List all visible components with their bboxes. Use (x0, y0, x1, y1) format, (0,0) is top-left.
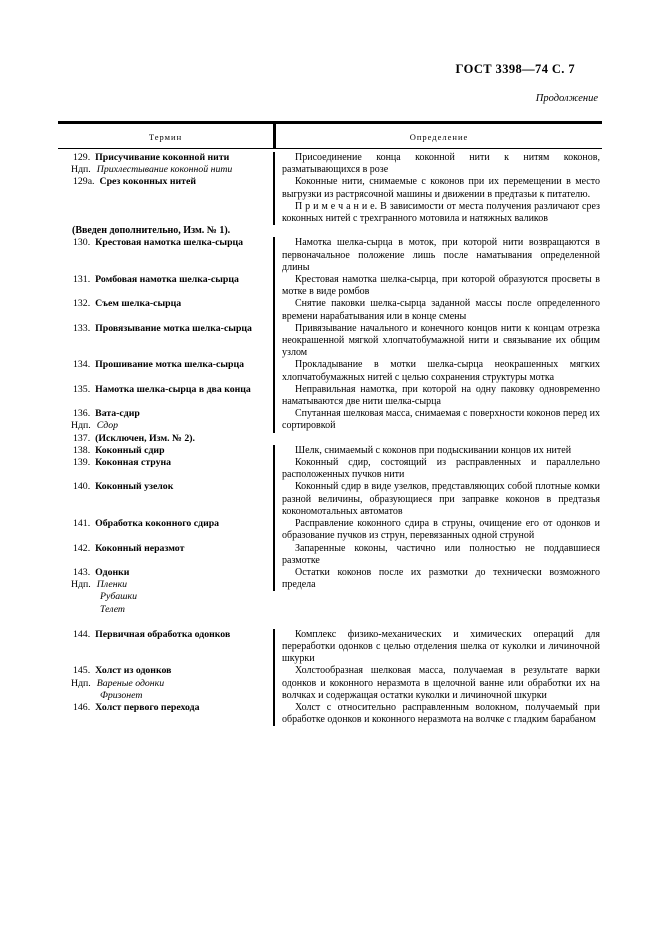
ndp-label: Ндп. (71, 164, 91, 176)
definition-cell (273, 237, 602, 274)
table-row (58, 457, 602, 481)
term-name: Прошивание мотка шелка-сырца (95, 359, 245, 371)
continuation-label: Продолжение (535, 93, 598, 104)
ndp-label: Ндп. (71, 579, 91, 591)
term-cell (58, 567, 273, 616)
definition-cell (273, 457, 602, 481)
term-number: 135. (73, 383, 91, 395)
ndp-line (58, 164, 269, 176)
term-name: Одонки (95, 566, 130, 578)
term-line (58, 408, 269, 420)
term-line (58, 457, 269, 469)
term-cell (58, 518, 273, 530)
table-row (58, 237, 602, 274)
term-name: Срез коконных нитей (99, 176, 196, 188)
definition-paragraph: Спутанная шелковая масса, снимаемая с поверхности коконов перед их сортировкой (282, 408, 600, 432)
term-cell (58, 543, 273, 555)
table-row (58, 518, 602, 542)
definition-cell (273, 323, 602, 360)
table-row (58, 481, 602, 518)
definition-paragraph: Запаренные коконы, частично или полностью не поддавшиеся размотке (282, 542, 600, 566)
term-line (58, 274, 269, 286)
definition-paragraph: Комплекс физико-механических и химических операций для переработки одонков с целью отделения шелка от куколки и личиночной шкурки (282, 628, 600, 665)
term-number: 145. (73, 665, 91, 677)
definition-paragraph: Привязывание начального и конечного концов нити к концам отрезка неокрашенной мягкой хлопчатобумажной нити и связывание их общим узлом (282, 322, 600, 359)
term-line (58, 567, 269, 579)
term-cell (58, 629, 273, 641)
definition-paragraph: Шелк, снимаемый с коконов при подыскивании концов их нитей (295, 444, 572, 456)
ndp-line (58, 579, 269, 591)
definition-paragraph: Неправильная намотка, при которой на одну паковку одновременно наматываются две нити шелка-сырца (282, 383, 600, 408)
table-row (58, 567, 602, 616)
ndp-term: Пленки (96, 579, 128, 591)
term-number: 138. (73, 444, 91, 456)
table-row (58, 433, 602, 445)
term-cell (58, 445, 273, 457)
term-number: 133. (73, 322, 91, 334)
table-row (58, 152, 602, 176)
term-number: 141. (73, 518, 91, 530)
ndp-term: Прихлестывание коконной нити (96, 164, 233, 176)
term-number: 136. (73, 408, 91, 420)
term-line (58, 237, 269, 249)
term-number: 140. (73, 481, 91, 493)
ndp-term: Сдор (96, 420, 119, 432)
column-header-term: Термин (148, 132, 183, 142)
ndp-line (58, 678, 269, 690)
term-name: Провязывание мотка шелка-сырца (95, 322, 252, 334)
definition-cell (273, 298, 602, 322)
term-line (58, 323, 269, 335)
term-line (58, 359, 269, 371)
terms-table (58, 121, 602, 726)
term-cell (58, 176, 273, 188)
table-row (58, 408, 602, 432)
term-cell (58, 665, 273, 702)
term-name: Съем шелка-сырца (95, 298, 182, 310)
term-line (58, 298, 269, 310)
term-name: Вата-сдир (95, 408, 140, 420)
table-row (58, 359, 602, 383)
column-header-definition: Определение (273, 124, 602, 148)
definition-paragraph: Холст с относительно расправленным волокном, получаемый при обработке одонков и коконного неразмота на волчке с гладким барабаном (282, 701, 600, 726)
term-name: Холст из одонков (95, 665, 172, 677)
term-name: Крестовая намотка шелка-сырца (95, 237, 244, 249)
definition-cell (273, 445, 602, 457)
definition-paragraph: Намотка шелка-сырца в моток, при которой нити возвращаются в первоначальное положение лишь после наматывания определенной длины (282, 237, 600, 273)
term-name: Намотка шелка-сырца в два конца (95, 383, 251, 395)
ndp-label: Ндп. (71, 420, 91, 432)
definition-paragraph: Остатки коконов после их размотки до технически возможного предела (282, 566, 600, 591)
term-number: 146. (73, 701, 91, 713)
definition-cell (273, 665, 602, 702)
term-line (58, 481, 269, 493)
term-cell (58, 481, 273, 493)
term-cell (58, 359, 273, 371)
table-row (58, 176, 602, 225)
term-line (58, 629, 269, 641)
term-line (58, 445, 269, 457)
definition-cell (273, 518, 602, 542)
ndp-term: Фризонет (100, 689, 143, 701)
definition-paragraph: Холстообразная шелковая масса, получаемая в результате варки одонков и коконного неразмота в щелочной ванне или обработки их на волчках и содержащая остатки куколки и личиночной шкурки (282, 665, 600, 701)
term-name: Первичная обработка одонков (95, 628, 231, 640)
definition-cell (273, 384, 602, 408)
table-row (58, 629, 602, 666)
term-cell (58, 237, 273, 249)
term-name: Коконный сдир (95, 444, 165, 456)
term-line (58, 518, 269, 530)
ndp-label: Ндп. (71, 677, 91, 689)
term-cell (58, 702, 273, 714)
term-name: (Исключен, Изм. № 2). (95, 432, 195, 444)
definition-cell (273, 176, 602, 225)
definition-paragraph: Коконный сдир в виде узелков, представляющих собой плотные комки разной величины, образующиеся при заправке коконов в предтазья кокономотальных автоматов (282, 481, 600, 517)
term-cell (58, 457, 273, 469)
term-line (58, 665, 269, 677)
definition-cell (273, 408, 602, 432)
definition-cell (273, 543, 602, 567)
ndp-term: Телет (100, 603, 126, 615)
term-cell (58, 408, 273, 432)
page-header-ref: ГОСТ 3398—74 С. 7 (455, 62, 575, 76)
definition-cell (273, 567, 602, 591)
term-cell (58, 274, 273, 286)
definition-paragraph: Крестовая намотка шелка-сырца, при которой образуются просветы в мотке в виде ромбов (282, 274, 600, 298)
definition-cell (273, 274, 602, 298)
definition-paragraph: Коконные нити, снимаемые с коконов при их перемещении в место выгрузки из растрясочной машины и движении в предтазьи к питателю. (282, 176, 600, 200)
table-row (58, 298, 602, 322)
term-number: 132. (73, 298, 91, 310)
table-row (58, 543, 602, 567)
definition-cell (273, 152, 602, 176)
definition-paragraph: Коконный сдир, состоящий из расправленных и параллельно расположенных пучков нити (282, 457, 600, 481)
term-number: 142. (73, 542, 91, 554)
term-number: 134. (73, 359, 91, 371)
ndp-term: Вареные одонки (96, 677, 165, 689)
table-body (58, 149, 602, 726)
ndp-line (58, 420, 269, 432)
term-line (58, 152, 269, 164)
term-name: Коконный узелок (95, 481, 174, 493)
term-line (58, 176, 269, 188)
definition-paragraph: Расправление коконного сдира в струны, очищение его от одонков и образование пучков из струн, перевязанных одной струной (282, 518, 600, 542)
table-row (58, 384, 602, 408)
term-cell (58, 323, 273, 335)
term-name: Холст первого перехода (95, 701, 200, 713)
term-cell (58, 298, 273, 310)
term-cell (58, 433, 273, 445)
definition-cell (273, 629, 602, 666)
term-name: Ромбовая намотка шелка-сырца (95, 274, 239, 286)
term-number: 129а. (73, 176, 95, 188)
term-line (58, 433, 269, 445)
ndp-term: Рубашки (100, 591, 138, 603)
term-name: Коконный неразмот (95, 542, 185, 554)
term-name: Присучивание коконной нити (95, 152, 230, 163)
term-line (58, 702, 269, 714)
term-line (58, 543, 269, 555)
definition-cell (273, 481, 602, 518)
term-number: 139. (73, 457, 91, 469)
table-header-row (58, 124, 602, 149)
term-name: Коконная струна (95, 457, 172, 469)
term-number: 130. (73, 237, 91, 249)
term-number: 137. (73, 432, 91, 444)
definition-paragraph: Прокладывание в мотки шелка-сырца неокрашенных мягких хлопчатобумажных нитей с целью сохранения структуры мотка (282, 359, 600, 383)
definition-cell (273, 359, 602, 383)
term-number: 131. (73, 274, 91, 286)
table-row (58, 323, 602, 360)
table-row (58, 665, 602, 702)
term-number: 129. (73, 152, 91, 163)
term-cell (58, 384, 273, 396)
definition-paragraph: П р и м е ч а н и е. В зависимости от места получения различают срез коконных нитей с трехгранного мотовила и натяжных валиков (282, 200, 600, 225)
definition-cell (273, 702, 602, 726)
term-cell (58, 152, 273, 176)
table-row (58, 274, 602, 298)
section-note-row: (Введен дополнительно, Изм. № 1). (72, 225, 231, 237)
term-number: 144. (73, 628, 91, 640)
table-row (58, 702, 602, 726)
term-line (58, 384, 269, 396)
term-number: 143. (73, 566, 91, 578)
term-name: Обработка коконного сдира (95, 518, 220, 530)
definition-paragraph: Присоединение конца коконной нити к нитям коконов, разматывающихся в розе (282, 152, 600, 176)
table-row (58, 445, 602, 457)
definition-paragraph: Снятие паковки шелка-сырца заданной массы после определенного времени нарабатывания или в конце смены (282, 298, 600, 322)
